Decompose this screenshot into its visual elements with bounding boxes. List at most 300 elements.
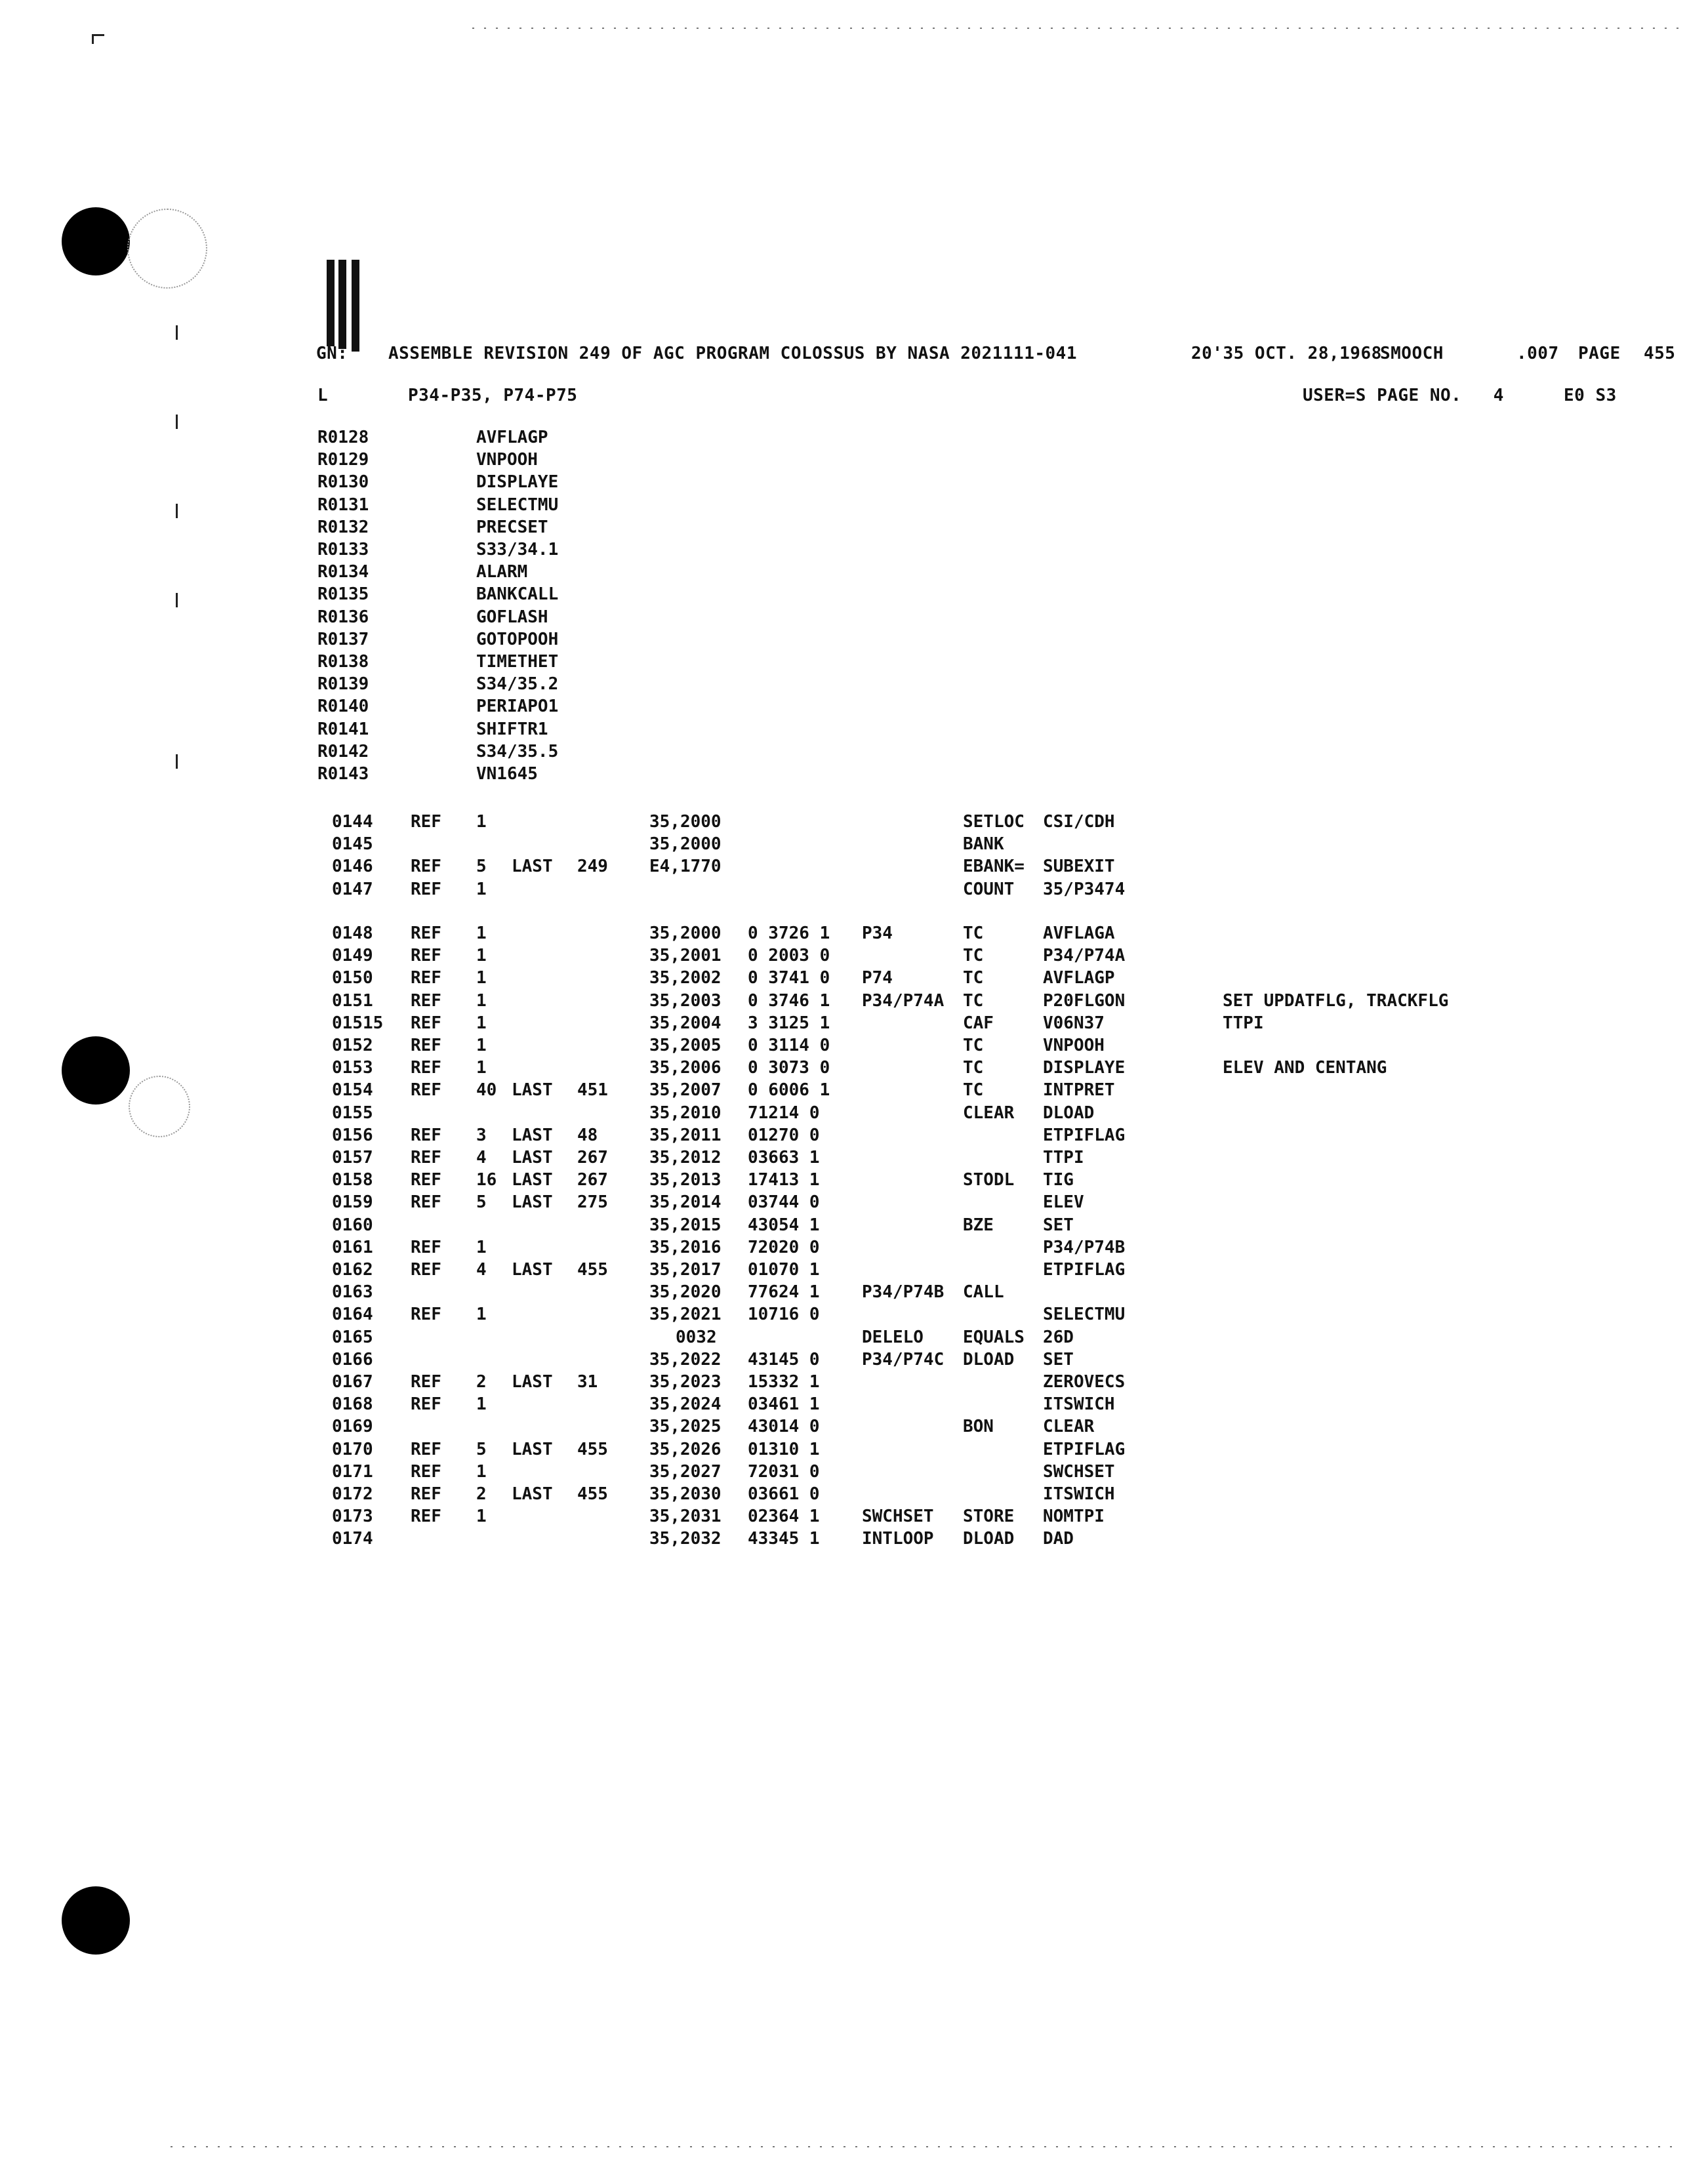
reference-row (0, 651, 1708, 673)
address: 35,2003 (649, 990, 722, 1011)
ref-flag: REF (411, 1260, 441, 1280)
reference-symbol: PERIAPO1 (476, 697, 559, 717)
line-number: 0163 (332, 1282, 373, 1303)
ref-count: 1 (476, 990, 487, 1011)
reference-number: R0128 (317, 428, 369, 447)
listing-version: .007 (1516, 344, 1559, 363)
reference-symbol: ALARM (476, 562, 528, 582)
listing-row (0, 1236, 1708, 1259)
address: 35,2011 (649, 1125, 722, 1145)
punch-hole-top (62, 207, 130, 275)
listing-row (0, 1349, 1708, 1371)
address: 35,2030 (649, 1484, 722, 1504)
octal-word: 01310 1 (748, 1439, 820, 1459)
listing-row (0, 1461, 1708, 1483)
reference-row (0, 695, 1708, 718)
listing-row (0, 1214, 1708, 1236)
listing-row (0, 811, 1708, 833)
ref-count: 1 (476, 1013, 487, 1033)
line-number: 0157 (332, 1148, 373, 1167)
listing-row (0, 1169, 1708, 1191)
octal-word: 3 3125 1 (748, 1013, 830, 1033)
line-number: 0166 (332, 1349, 373, 1370)
octal-word: 77624 1 (748, 1282, 820, 1303)
reference-number: R0143 (317, 764, 369, 784)
e-code: E0 S3 (1564, 386, 1617, 405)
listing-row (0, 1079, 1708, 1101)
ref-flag: REF (411, 946, 441, 966)
listing-row (0, 1191, 1708, 1213)
reference-symbol: S34/35.2 (476, 674, 559, 695)
octal-word: 43054 1 (748, 1215, 820, 1235)
label: INTLOOP (862, 1529, 934, 1549)
reference-row (0, 718, 1708, 741)
opcode: BZE (963, 1215, 994, 1235)
listing-row (0, 1102, 1708, 1124)
address: 35,2012 (649, 1148, 722, 1167)
octal-word: 43345 1 (748, 1529, 820, 1549)
octal-word: 0 3746 1 (748, 990, 830, 1011)
operand: 35/P3474 (1043, 879, 1126, 899)
ref-count: 1 (476, 812, 487, 832)
ref-flag: REF (411, 1305, 441, 1325)
label: P34/P74C (862, 1349, 945, 1370)
last-flag: LAST (512, 1125, 553, 1145)
address: 35,2000 (649, 812, 722, 832)
octal-word: 03461 1 (748, 1394, 820, 1415)
ref-flag: REF (411, 1080, 441, 1101)
ref-count: 16 (476, 1170, 497, 1190)
address: 35,2023 (649, 1372, 722, 1392)
listing-row (0, 1012, 1708, 1034)
top-edge-dots (472, 28, 1679, 29)
listing-row (0, 1505, 1708, 1528)
punch-hole-bottom (62, 1886, 130, 1955)
operand: P34/P74B (1043, 1237, 1126, 1257)
line-number: 0146 (332, 857, 373, 877)
listing-row (0, 990, 1708, 1012)
ref-flag: REF (411, 1013, 441, 1033)
comment: TTPI (1223, 1013, 1264, 1033)
address: 35,2022 (649, 1349, 722, 1370)
label: SWCHSET (862, 1507, 934, 1527)
operand: DAD (1043, 1529, 1074, 1549)
ref-flag: REF (411, 990, 441, 1011)
page-number: 455 (1644, 344, 1676, 363)
ref-flag: REF (411, 1439, 441, 1459)
line-number: 0148 (332, 923, 373, 943)
ref-flag: REF (411, 1507, 441, 1527)
last-flag: LAST (512, 1260, 553, 1280)
ref-count: 1 (476, 1305, 487, 1325)
address: 35,2026 (649, 1439, 722, 1459)
opcode: CAF (963, 1013, 994, 1033)
operand: SUBEXIT (1043, 857, 1115, 877)
line-number: 0153 (332, 1058, 373, 1078)
listing-row (0, 1371, 1708, 1393)
ref-count: 1 (476, 879, 487, 899)
address: 35,2013 (649, 1170, 722, 1190)
address: 35,2002 (649, 968, 722, 988)
opcode: CLEAR (963, 1103, 1015, 1123)
listing-mark: L (317, 386, 329, 405)
reference-symbol: GOFLASH (476, 607, 548, 627)
address: 35,2025 (649, 1417, 722, 1437)
reference-number: R0134 (317, 562, 369, 582)
listing-row (0, 1034, 1708, 1057)
line-number: 0162 (332, 1260, 373, 1280)
line-number: 0149 (332, 946, 373, 966)
ref-flag: REF (411, 1394, 441, 1415)
ref-flag: REF (411, 1170, 441, 1190)
last-page: 455 (577, 1260, 608, 1280)
label: DELELO (862, 1327, 924, 1347)
address: 35,2031 (649, 1507, 722, 1527)
reference-row (0, 426, 1708, 449)
ref-flag: REF (411, 879, 441, 899)
opcode: COUNT (963, 879, 1015, 899)
address: 0032 (676, 1327, 717, 1347)
listing-row (0, 1259, 1708, 1281)
octal-word: 01270 0 (748, 1125, 820, 1145)
bottom-edge-dots (171, 2146, 1679, 2147)
opcode: STODL (963, 1170, 1015, 1190)
line-number: 0158 (332, 1170, 373, 1190)
reference-symbol: DISPLAYE (476, 472, 559, 493)
listing-row (0, 1057, 1708, 1079)
listing-title: ASSEMBLE REVISION 249 OF AGC PROGRAM COLOSSUS BY NASA 2021111-041 (388, 344, 1077, 363)
reference-number: R0140 (317, 697, 369, 717)
ref-flag: REF (411, 1461, 441, 1482)
ref-flag: REF (411, 968, 441, 988)
reference-number: R0130 (317, 472, 369, 493)
address: 35,2027 (649, 1461, 722, 1482)
address: 35,2020 (649, 1282, 722, 1303)
reference-number: R0132 (317, 517, 369, 537)
operand: INTPRET (1043, 1080, 1115, 1101)
ref-flag: REF (411, 1125, 441, 1145)
line-number: 0154 (332, 1080, 373, 1101)
punch-hole-outline-top (127, 209, 207, 289)
operand: CLEAR (1043, 1417, 1095, 1437)
address: 35,2000 (649, 834, 722, 855)
octal-word: 10716 0 (748, 1305, 820, 1325)
reference-row (0, 673, 1708, 695)
comment: SET UPDATFLG, TRACKFLG (1223, 990, 1449, 1011)
line-number: 0145 (332, 834, 373, 855)
reference-row (0, 494, 1708, 516)
ref-count: 1 (476, 946, 487, 966)
ref-count: 1 (476, 1507, 487, 1527)
operand: V06N37 (1043, 1013, 1105, 1033)
octal-word: 0 3726 1 (748, 923, 830, 943)
opcode: DLOAD (963, 1349, 1015, 1370)
last-flag: LAST (512, 1148, 553, 1167)
reference-symbol: SHIFTR1 (476, 719, 548, 739)
line-number: 0150 (332, 968, 373, 988)
line-number: 01515 (332, 1013, 384, 1033)
ref-count: 4 (476, 1260, 487, 1280)
ref-flag: REF (411, 1484, 441, 1504)
operand: AVFLAGA (1043, 923, 1115, 943)
comment: ELEV AND CENTANG (1223, 1058, 1387, 1078)
reference-row (0, 561, 1708, 583)
octal-word: 02364 1 (748, 1507, 820, 1527)
ref-count: 1 (476, 1237, 487, 1257)
operand: ITSWICH (1043, 1484, 1115, 1504)
address: 35,2015 (649, 1215, 722, 1235)
octal-word: 17413 1 (748, 1170, 820, 1190)
line-number: 0156 (332, 1125, 373, 1145)
opcode: EQUALS (963, 1327, 1025, 1347)
ref-count: 5 (476, 857, 487, 877)
address: 35,2006 (649, 1058, 722, 1078)
operand: ETPIFLAG (1043, 1260, 1126, 1280)
operand: CSI/CDH (1043, 812, 1115, 832)
corner-mark (92, 34, 104, 44)
reference-symbol: BANKCALL (476, 584, 559, 605)
opcode: SETLOC (963, 812, 1025, 832)
opcode: CALL (963, 1282, 1004, 1303)
ref-flag: REF (411, 857, 441, 877)
line-number: 0161 (332, 1237, 373, 1257)
listing-row (0, 1281, 1708, 1303)
ref-count: 3 (476, 1125, 487, 1145)
listing-row (0, 1146, 1708, 1169)
reference-number: R0141 (317, 719, 369, 739)
octal-word: 72031 0 (748, 1461, 820, 1482)
address: 35,2032 (649, 1529, 722, 1549)
last-page: 451 (577, 1080, 608, 1101)
operand: DISPLAYE (1043, 1058, 1126, 1078)
opcode: TC (963, 1080, 984, 1101)
octal-word: 0 3741 0 (748, 968, 830, 988)
opcode: TC (963, 968, 984, 988)
last-page: 275 (577, 1192, 608, 1213)
operand: P34/P74A (1043, 946, 1126, 966)
operand: DLOAD (1043, 1103, 1095, 1123)
opcode: TC (963, 1058, 984, 1078)
opcode: TC (963, 1036, 984, 1055)
listing-user: SMOOCH (1380, 344, 1444, 363)
line-number: 0168 (332, 1394, 373, 1415)
address: 35,2000 (649, 923, 722, 943)
job-mark: GN: (316, 344, 348, 363)
opcode: EBANK= (963, 857, 1025, 877)
reference-number: R0129 (317, 450, 369, 470)
listing-row (0, 1393, 1708, 1415)
ref-flag: REF (411, 1237, 441, 1257)
last-flag: LAST (512, 857, 553, 877)
address: 35,2004 (649, 1013, 722, 1033)
ref-flag: REF (411, 923, 441, 943)
address: 35,2021 (649, 1305, 722, 1325)
operand: ETPIFLAG (1043, 1125, 1126, 1145)
page-label: PAGE (1578, 344, 1621, 363)
opcode: TC (963, 990, 984, 1011)
reference-symbol: GOTOPOOH (476, 629, 559, 649)
listing-row (0, 1326, 1708, 1349)
ref-count: 2 (476, 1372, 487, 1392)
margin-tick (176, 325, 178, 340)
reference-number: R0133 (317, 540, 369, 559)
operand: ZEROVECS (1043, 1372, 1126, 1392)
line-number: 0164 (332, 1305, 373, 1325)
opcode: TC (963, 923, 984, 943)
octal-word: 01070 1 (748, 1260, 820, 1280)
listing-row (0, 833, 1708, 855)
opcode: STORE (963, 1507, 1015, 1527)
operand: TTPI (1043, 1148, 1084, 1167)
reference-symbol: VNPOOH (476, 450, 538, 470)
address: 35,2017 (649, 1260, 722, 1280)
line-number: 0165 (332, 1327, 373, 1347)
reference-symbol: VN1645 (476, 764, 538, 784)
reference-symbol: PRECSET (476, 517, 548, 537)
last-flag: LAST (512, 1170, 553, 1190)
listing-row (0, 878, 1708, 901)
ref-count: 4 (476, 1148, 487, 1167)
last-flag: LAST (512, 1192, 553, 1213)
ref-flag: REF (411, 1036, 441, 1055)
reference-number: R0136 (317, 607, 369, 627)
octal-word: 15332 1 (748, 1372, 820, 1392)
opcode: DLOAD (963, 1529, 1015, 1549)
address: E4,1770 (649, 857, 722, 877)
reference-symbol: AVFLAGP (476, 428, 548, 447)
address: 35,2005 (649, 1036, 722, 1055)
ref-count: 1 (476, 1036, 487, 1055)
reference-row (0, 763, 1708, 785)
reference-row (0, 471, 1708, 493)
line-number: 0172 (332, 1484, 373, 1504)
line-number: 0170 (332, 1439, 373, 1459)
listing-row (0, 944, 1708, 967)
operand: SET (1043, 1349, 1074, 1370)
listing-row (0, 922, 1708, 944)
listing-datetime: 20'35 OCT. 28,1968 (1191, 344, 1382, 363)
last-page: 455 (577, 1484, 608, 1504)
ref-count: 1 (476, 1394, 487, 1415)
ref-flag: REF (411, 1192, 441, 1213)
address: 35,2024 (649, 1394, 722, 1415)
label: P34/P74A (862, 990, 945, 1011)
ref-flag: REF (411, 1148, 441, 1167)
operand: TIG (1043, 1170, 1074, 1190)
ref-count: 1 (476, 923, 487, 943)
line-number: 0167 (332, 1372, 373, 1392)
ref-count: 1 (476, 968, 487, 988)
octal-word: 72020 0 (748, 1237, 820, 1257)
reference-number: R0139 (317, 674, 369, 695)
operand: ETPIFLAG (1043, 1439, 1126, 1459)
reference-row (0, 449, 1708, 471)
last-page: 455 (577, 1439, 608, 1459)
reference-number: R0137 (317, 629, 369, 649)
octal-word: 43145 0 (748, 1349, 820, 1370)
opcode: BON (963, 1417, 994, 1437)
listing-row (0, 1415, 1708, 1438)
listing-row (0, 1124, 1708, 1146)
last-page: 267 (577, 1170, 608, 1190)
reference-row (0, 606, 1708, 628)
line-number: 0169 (332, 1417, 373, 1437)
label: P74 (862, 968, 893, 988)
line-number: 0159 (332, 1192, 373, 1213)
address: 35,2014 (649, 1192, 722, 1213)
line-number: 0155 (332, 1103, 373, 1123)
opcode: TC (963, 946, 984, 966)
octal-word: 0 2003 0 (748, 946, 830, 966)
reference-symbol: S33/34.1 (476, 540, 559, 559)
last-page: 31 (577, 1372, 598, 1392)
listing-row (0, 1483, 1708, 1505)
operand: ELEV (1043, 1192, 1084, 1213)
ref-count: 1 (476, 1058, 487, 1078)
listing-row (0, 855, 1708, 878)
listing-row (0, 1303, 1708, 1326)
last-flag: LAST (512, 1439, 553, 1459)
reference-row (0, 583, 1708, 605)
listing-row (0, 967, 1708, 989)
line-number: 0160 (332, 1215, 373, 1235)
address: 35,2010 (649, 1103, 722, 1123)
line-number: 0151 (332, 990, 373, 1011)
ref-flag: REF (411, 812, 441, 832)
operand: SWCHSET (1043, 1461, 1115, 1482)
last-page: 249 (577, 857, 608, 877)
section-title: P34-P35, P74-P75 (408, 386, 578, 405)
reference-row (0, 741, 1708, 763)
label: P34 (862, 923, 893, 943)
reference-row (0, 538, 1708, 561)
reference-number: R0138 (317, 652, 369, 672)
reference-symbol: S34/35.5 (476, 741, 559, 761)
operand: ITSWICH (1043, 1394, 1115, 1415)
operand: SELECTMU (1043, 1305, 1126, 1325)
address: 35,2016 (649, 1237, 722, 1257)
opcode: BANK (963, 834, 1004, 855)
octal-word: 71214 0 (748, 1103, 820, 1123)
reference-number: R0142 (317, 741, 369, 761)
last-page: 267 (577, 1148, 608, 1167)
operand: P20FLGON (1043, 990, 1126, 1011)
reference-symbol: SELECTMU (476, 495, 559, 515)
label: P34/P74B (862, 1282, 945, 1303)
address: 35,2007 (649, 1080, 722, 1101)
listing-row (0, 1438, 1708, 1461)
ref-count: 5 (476, 1192, 487, 1213)
reference-symbol: TIMETHET (476, 652, 559, 672)
user-page-number: USER=S PAGE NO. 4 (1303, 386, 1504, 405)
line-number: 0171 (332, 1461, 373, 1482)
line-number: 0147 (332, 879, 373, 899)
line-number: 0144 (332, 812, 373, 832)
octal-word: 0 3073 0 (748, 1058, 830, 1078)
last-flag: LAST (512, 1372, 553, 1392)
ref-count: 2 (476, 1484, 487, 1504)
ref-count: 40 (476, 1080, 497, 1101)
reference-row (0, 628, 1708, 651)
octal-word: 0 3114 0 (748, 1036, 830, 1055)
operand: AVFLAGP (1043, 968, 1115, 988)
line-number: 0152 (332, 1036, 373, 1055)
ref-count: 5 (476, 1439, 487, 1459)
address: 35,2001 (649, 946, 722, 966)
ref-flag: REF (411, 1058, 441, 1078)
octal-word: 03744 0 (748, 1192, 820, 1213)
ref-flag: REF (411, 1372, 441, 1392)
